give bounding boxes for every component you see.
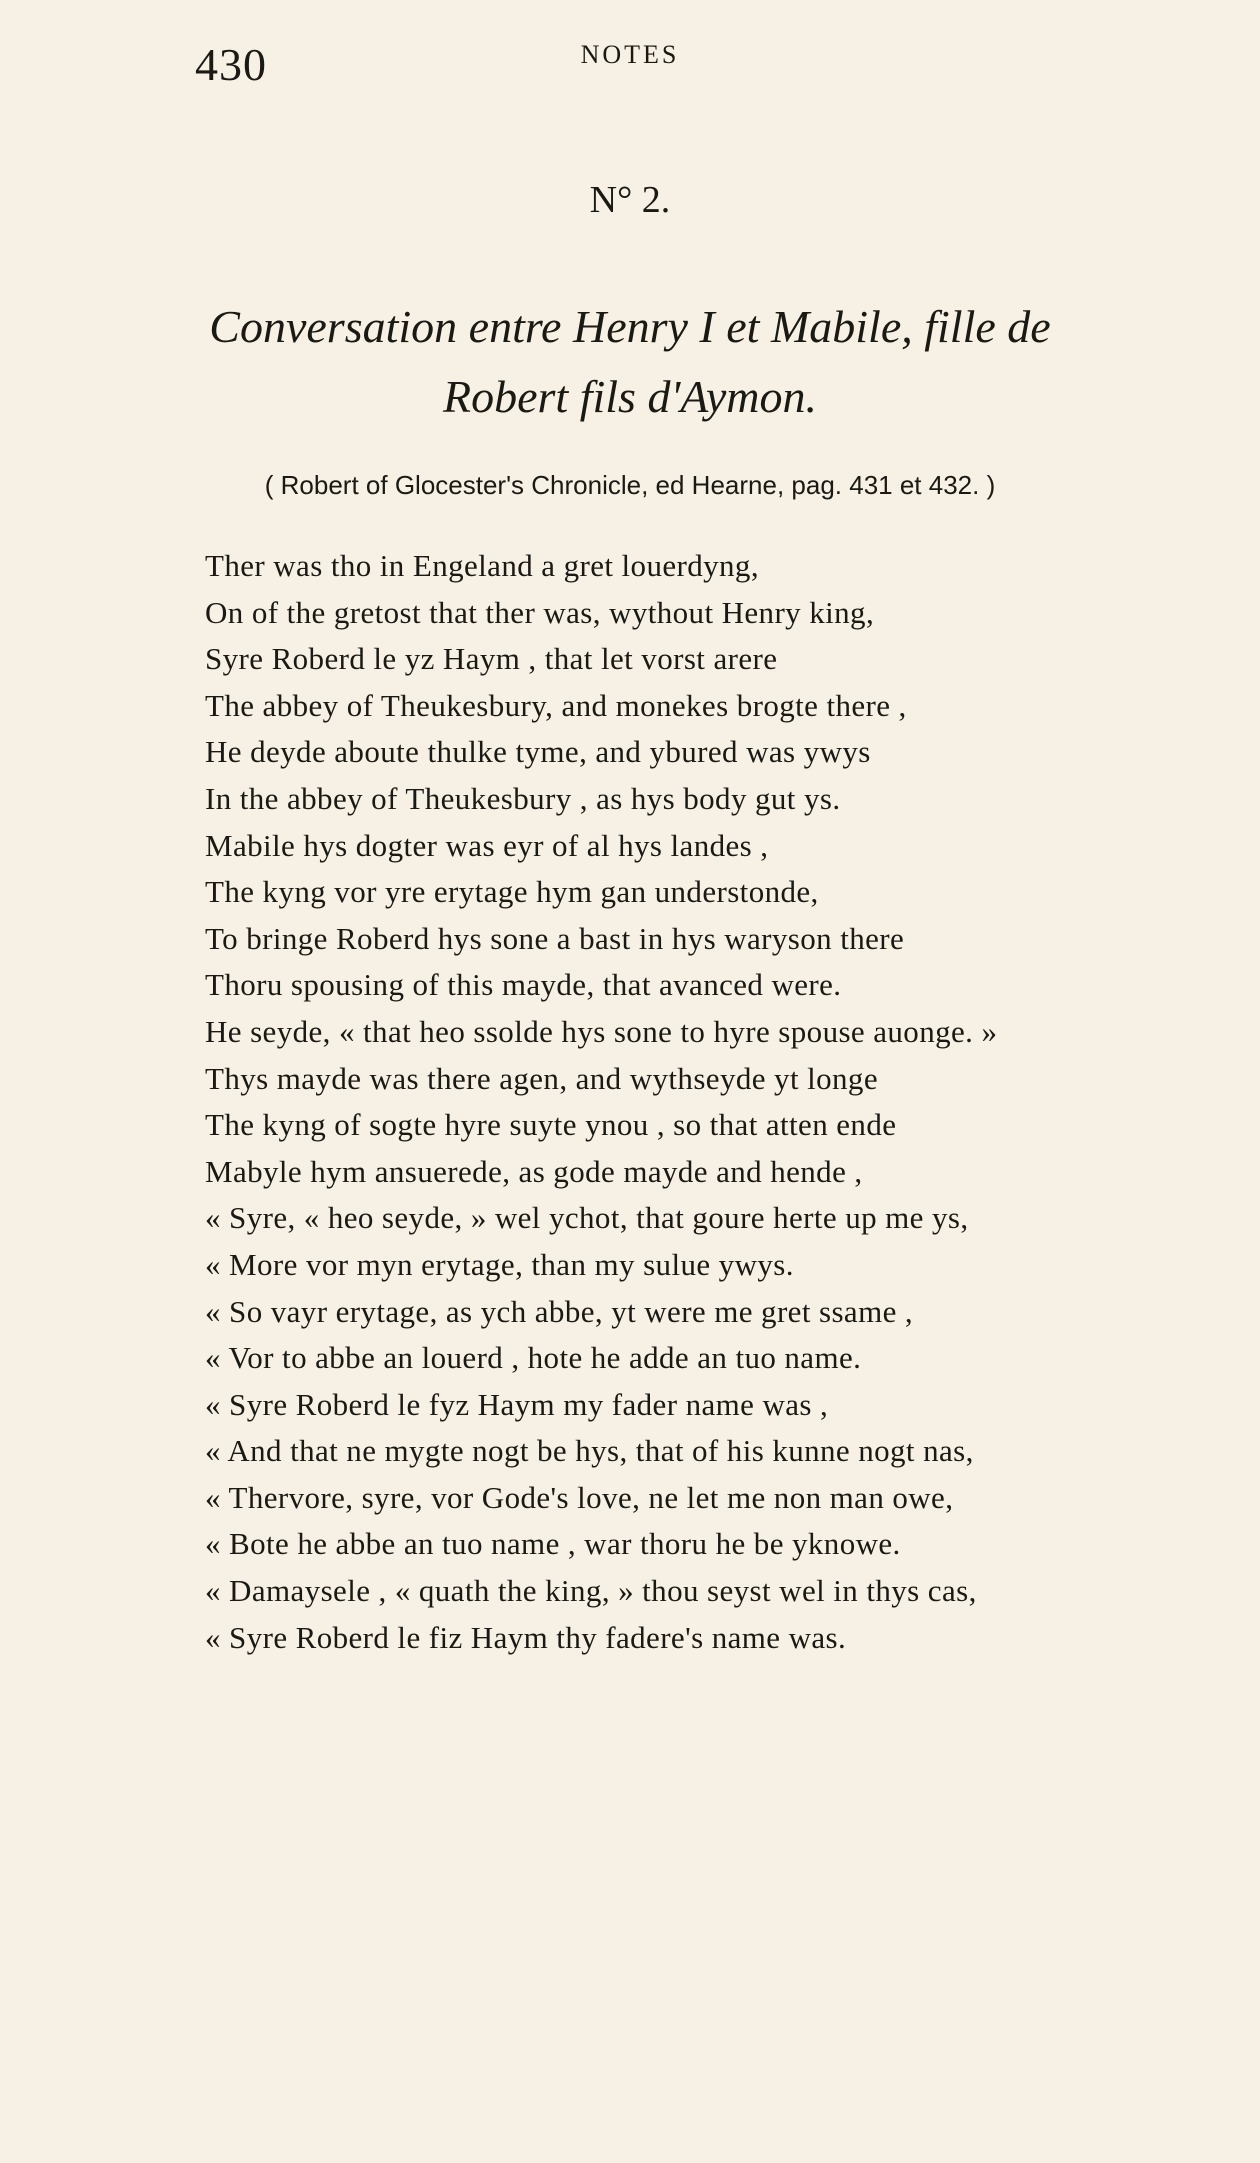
section-title <box>0 292 1260 432</box>
verse-line: « More vor myn erytage, than my sulue ywys. <box>205 1246 794 1282</box>
verse-line: The kyng of sogte hyre suyte ynou , so that atten ende <box>205 1107 897 1143</box>
section-number: N° 2. <box>589 179 671 221</box>
verse-line: The kyng vor yre erytage hym gan understonde, <box>205 874 819 910</box>
verse-line: Thys mayde was there agen, and wythseyde yt longe <box>205 1060 878 1096</box>
page-number: 430 <box>195 39 267 90</box>
verse-line: Mabile hys dogter was eyr of al hys landes , <box>205 827 769 863</box>
verse-line: « Vor to abbe an louerd , hote he adde an tuo name. <box>205 1340 862 1376</box>
verse-line: In the abbey of Theukesbury , as hys body gut ys. <box>205 780 841 816</box>
verse-line: Ther was tho in Engeland a gret louerdyng, <box>205 548 759 583</box>
verse-line: « Thervore, syre, vor Gode's love, ne let me non man owe, <box>205 1479 954 1515</box>
section-title-line: Conversation entre Henry I et Mabile, fille de <box>209 301 1051 352</box>
verse-line: « Bote he abbe an tuo name , war thoru he be yknowe. <box>205 1526 901 1562</box>
verse-line: « Damaysele , « quath the king, » thou seyst wel in thys cas, <box>205 1573 977 1609</box>
verse-line: « Syre, « heo seyde, » wel ychot, that goure herte up me ys, <box>205 1200 969 1236</box>
verse-line: Thoru spousing of this mayde, that avanced were. <box>205 967 842 1003</box>
verse-line: To bringe Roberd hys sone a bast in hys waryson there <box>205 920 905 956</box>
verse-line: « Syre Roberd le fiz Haym thy fadere's name was. <box>205 1619 847 1655</box>
verse-line: On of the gretost that ther was, wythout Henry king, <box>205 594 875 630</box>
verse-line: He deyde aboute thulke tyme, and ybured was ywys <box>205 734 871 770</box>
verse-line: Syre Roberd le yz Haym , that let vorst arere <box>205 641 778 677</box>
verse-line: He seyde, « that heo ssolde hys sone to hyre spouse auonge. » <box>205 1013 998 1049</box>
verse-line: Mabyle hym ansuerede, as gode mayde and hende , <box>205 1153 863 1189</box>
verse-line: « And that ne mygte nogt be hys, that of his kunne nogt nas, <box>205 1433 974 1469</box>
verse-line: « So vayr erytage, as ych abbe, yt were me gret ssame , <box>205 1293 914 1329</box>
running-head: NOTES <box>580 40 680 69</box>
section-title-line: Robert fils d'Aymon. <box>443 371 817 422</box>
source-citation: ( Robert of Glocester's Chronicle, ed Hearne, pag. 431 et 432. ) <box>264 470 996 500</box>
verse-block <box>205 543 1215 1661</box>
verse-line: « Syre Roberd le fyz Haym my fader name was , <box>205 1386 829 1422</box>
verse-line: The abbey of Theukesbury, and monekes brogte there , <box>205 687 907 723</box>
